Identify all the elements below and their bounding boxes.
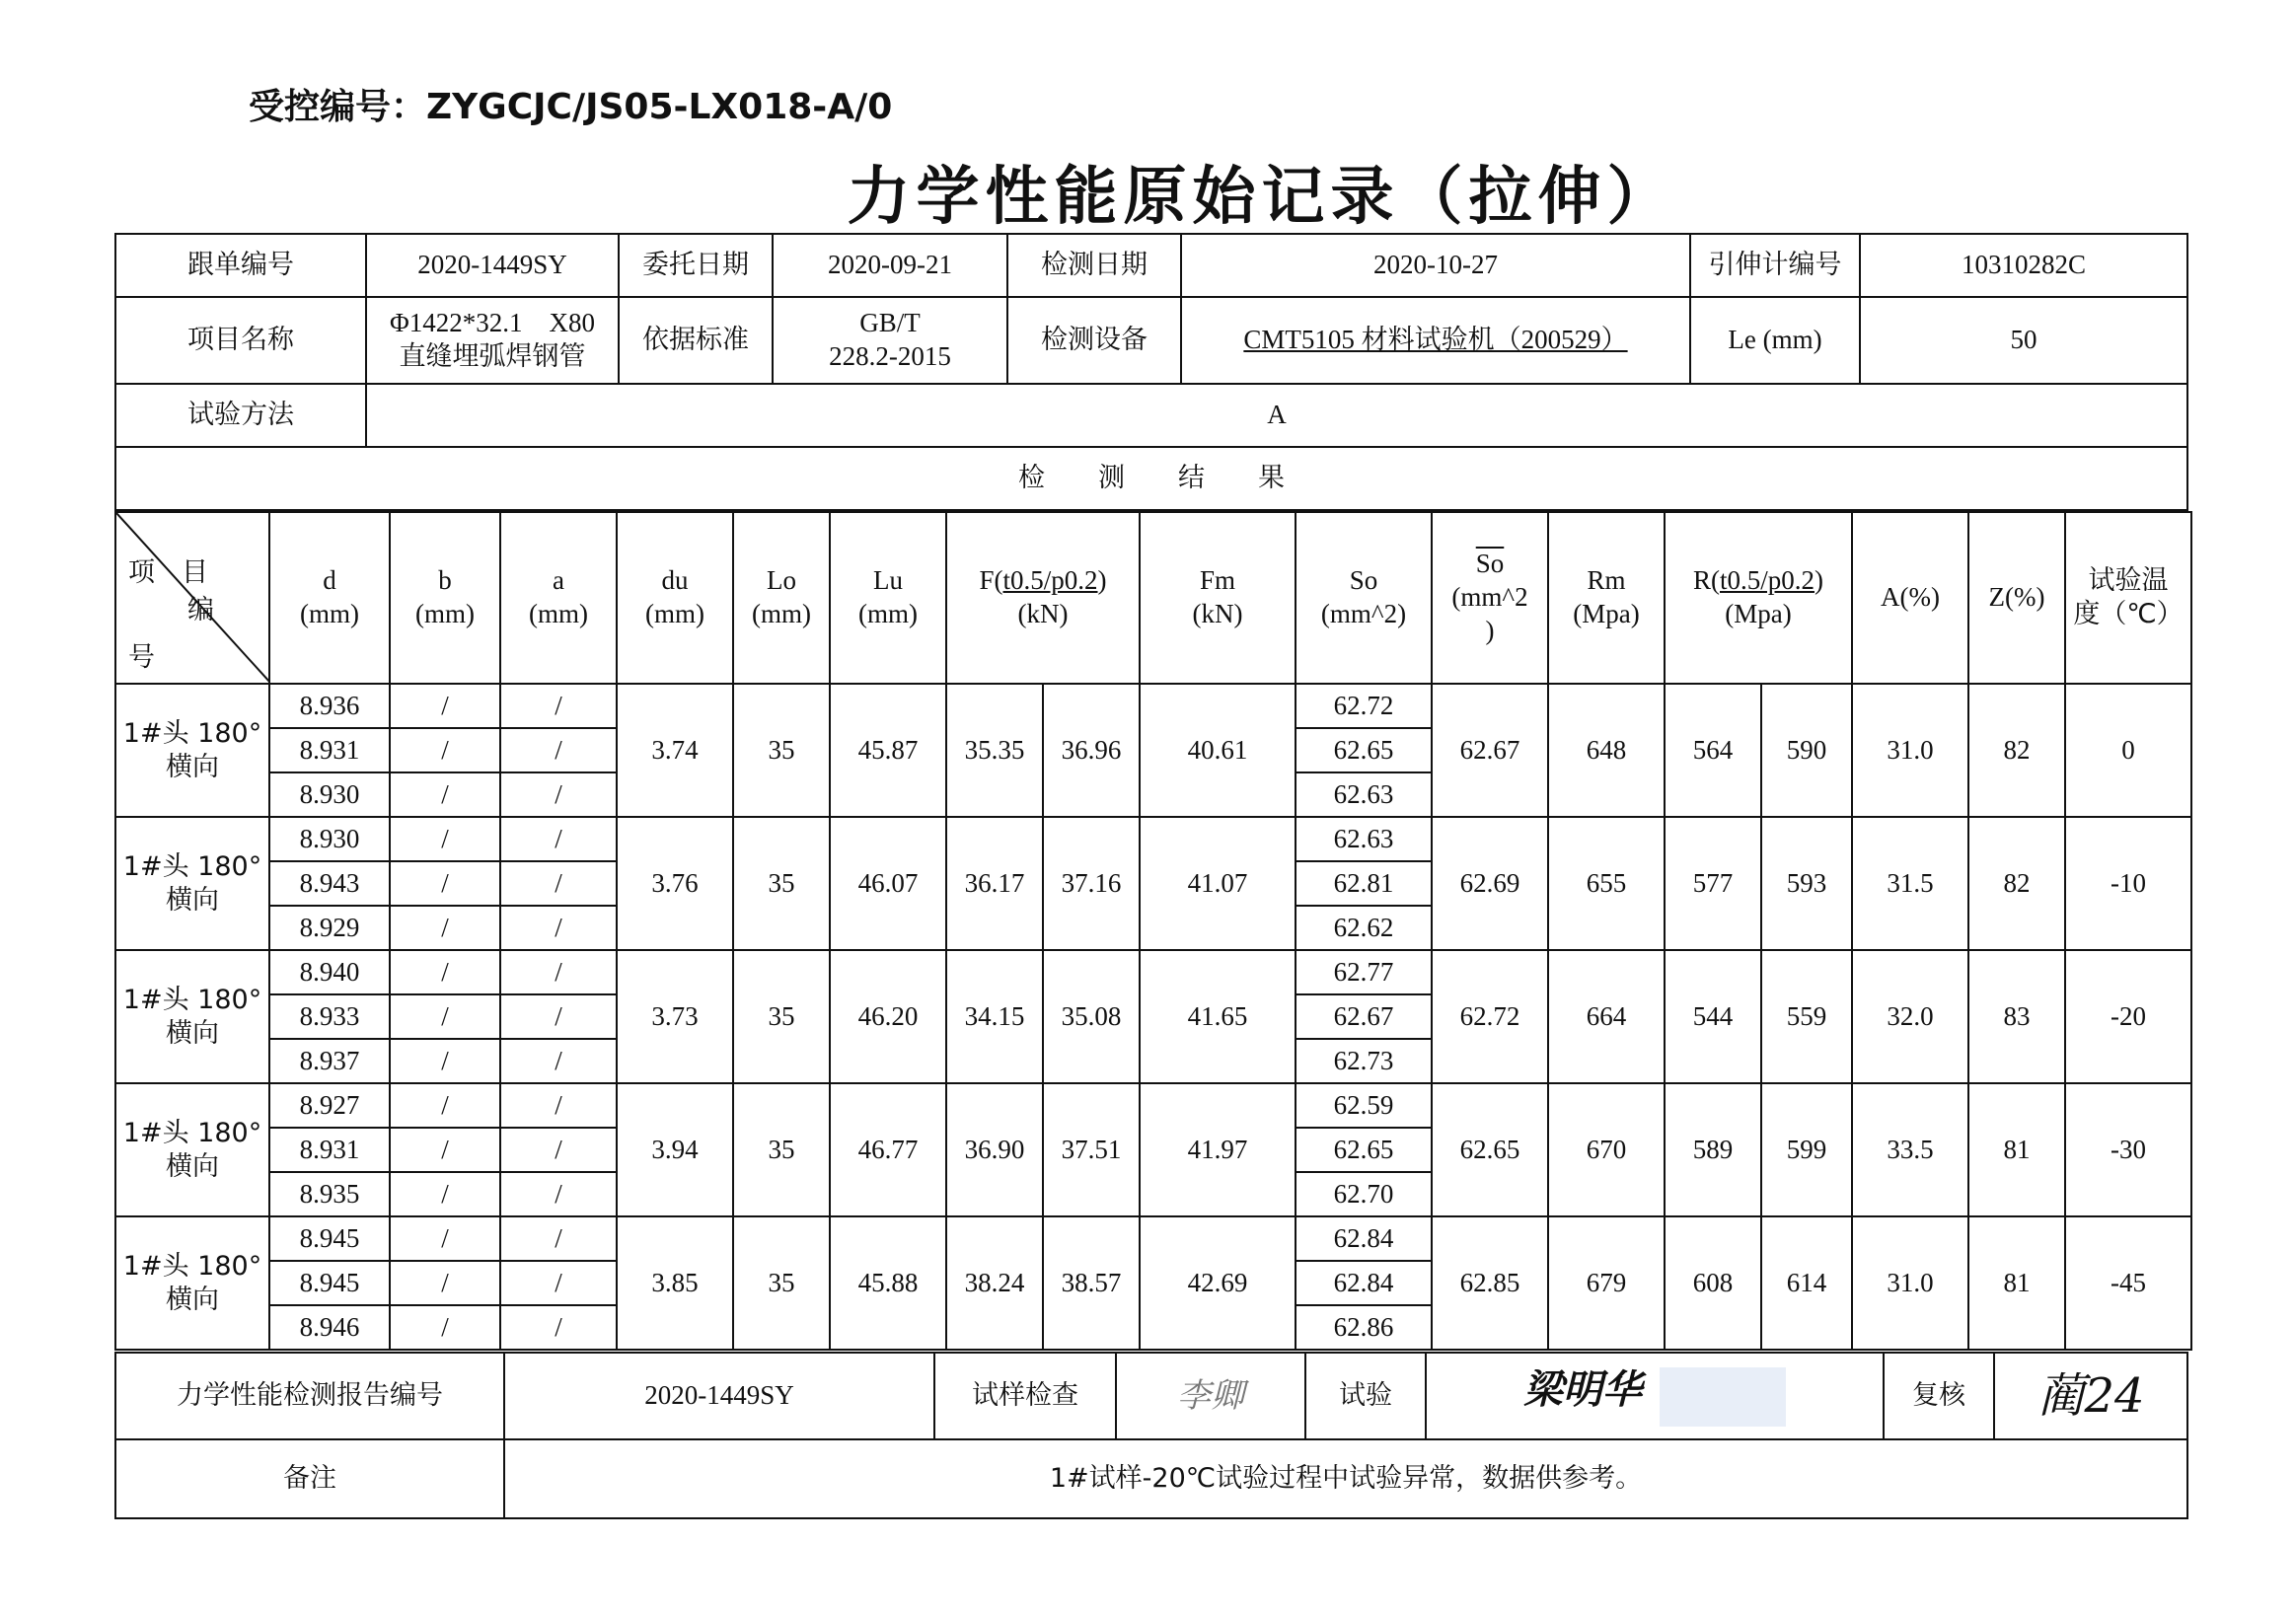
so-value: 62.84 — [1296, 1261, 1432, 1305]
test-date-value: 2020-10-27 — [1181, 234, 1690, 297]
so-value: 62.63 — [1296, 817, 1432, 861]
so-value: 62.63 — [1296, 772, 1432, 817]
le-value: 50 — [1860, 297, 2187, 384]
a-value: / — [500, 1305, 617, 1350]
lo-value: 35 — [733, 684, 830, 817]
so-value: 62.81 — [1296, 861, 1432, 906]
temp-value: -20 — [2065, 950, 2191, 1083]
review-label: 复核 — [1884, 1353, 1994, 1439]
d-value: 8.931 — [269, 728, 390, 772]
table-row — [115, 950, 2191, 994]
standard-value — [773, 297, 1007, 384]
sample-label — [115, 1216, 269, 1350]
so-value: 62.65 — [1296, 728, 1432, 772]
f-p-value: 36.96 — [1043, 684, 1140, 817]
col-rm: Rm (Mpa) — [1548, 512, 1665, 684]
results-header-row — [115, 512, 2191, 684]
table-row — [115, 817, 2191, 861]
report-no-label: 力学性能检测报告编号 — [115, 1353, 504, 1439]
f-t-value: 38.24 — [946, 1216, 1043, 1350]
col-a-pct: A(%) — [1852, 512, 1968, 684]
col-lu: Lu (mm) — [830, 512, 946, 684]
r-p-value: 590 — [1761, 684, 1852, 817]
r-t-value: 577 — [1665, 817, 1761, 950]
temp-value: -45 — [2065, 1216, 2191, 1350]
b-value: / — [390, 772, 500, 817]
d-value: 8.930 — [269, 772, 390, 817]
lu-value: 45.88 — [830, 1216, 946, 1350]
f-p-value: 38.57 — [1043, 1216, 1140, 1350]
d-value: 8.945 — [269, 1216, 390, 1261]
d-value: 8.940 — [269, 950, 390, 994]
d-value: 8.935 — [269, 1172, 390, 1216]
rm-value: 655 — [1548, 817, 1665, 950]
so-value: 62.67 — [1296, 994, 1432, 1039]
a-value: / — [500, 772, 617, 817]
page-title: 力学性能原始记录（拉伸） — [847, 161, 1676, 234]
sample-label-line-2: 横向 — [166, 884, 219, 916]
col-z-pct: Z(%) — [1968, 512, 2065, 684]
sample-label — [115, 950, 269, 1083]
a-value: / — [500, 1216, 617, 1261]
col-du: du (mm) — [617, 512, 733, 684]
remarks-value: 1#试样-20℃试验过程中试验异常，数据供参考。 — [504, 1439, 2187, 1518]
standard-label: 依据标准 — [619, 297, 773, 384]
col-lo: Lo (mm) — [733, 512, 830, 684]
du-value: 3.74 — [617, 684, 733, 817]
b-value: / — [390, 1216, 500, 1261]
standard-line-1: GB/T — [859, 308, 921, 338]
inspection-label: 试样检查 — [934, 1353, 1116, 1439]
report-no-value: 2020-1449SY — [504, 1353, 934, 1439]
fm-value: 42.69 — [1140, 1216, 1296, 1350]
du-value: 3.76 — [617, 817, 733, 950]
col-temp: 试验温 度（℃） — [2065, 512, 2191, 684]
d-value: 8.937 — [269, 1039, 390, 1083]
lo-value: 35 — [733, 817, 830, 950]
a-value: / — [500, 1172, 617, 1216]
lu-value: 45.87 — [830, 684, 946, 817]
sample-label-line-1: 1#头 180° — [122, 984, 262, 1015]
header-table — [114, 233, 2188, 511]
d-value: 8.943 — [269, 861, 390, 906]
remarks-label: 备注 — [115, 1439, 504, 1518]
project-label: 项目名称 — [115, 297, 366, 384]
so-value: 62.59 — [1296, 1083, 1432, 1128]
le-label: Le (mm) — [1690, 297, 1860, 384]
rm-value: 670 — [1548, 1083, 1665, 1216]
d-value: 8.945 — [269, 1261, 390, 1305]
so-avg-value: 62.85 — [1432, 1216, 1548, 1350]
extensometer-value: 10310282C — [1860, 234, 2187, 297]
so-value: 62.70 — [1296, 1172, 1432, 1216]
r-t-value: 564 — [1665, 684, 1761, 817]
r-p-value: 599 — [1761, 1083, 1852, 1216]
du-value: 3.85 — [617, 1216, 733, 1350]
sample-label-line-2: 横向 — [166, 1150, 219, 1182]
order-no-label: 跟单编号 — [115, 234, 366, 297]
f-t-value: 36.17 — [946, 817, 1043, 950]
r-t-value: 589 — [1665, 1083, 1761, 1216]
lu-value: 46.77 — [830, 1083, 946, 1216]
commission-date-value: 2020-09-21 — [773, 234, 1007, 297]
test-signature: 梁明华 — [1523, 1366, 1642, 1414]
order-no-value: 2020-1449SY — [366, 234, 619, 297]
a-value: / — [500, 1083, 617, 1128]
sample-label — [115, 817, 269, 950]
a-pct-value: 33.5 — [1852, 1083, 1968, 1216]
b-value: / — [390, 817, 500, 861]
test-date-label: 检测日期 — [1007, 234, 1181, 297]
corner-item-label: 项 目 — [128, 557, 208, 588]
b-value: / — [390, 1172, 500, 1216]
so-avg-value: 62.72 — [1432, 950, 1548, 1083]
so-value: 62.84 — [1296, 1216, 1432, 1261]
b-value: / — [390, 1261, 500, 1305]
rm-value: 679 — [1548, 1216, 1665, 1350]
so-avg-value: 62.65 — [1432, 1083, 1548, 1216]
footer-table — [114, 1352, 2188, 1519]
a-pct-value: 31.5 — [1852, 817, 1968, 950]
so-value: 62.77 — [1296, 950, 1432, 994]
project-value — [366, 297, 619, 384]
so-value: 62.73 — [1296, 1039, 1432, 1083]
du-value: 3.94 — [617, 1083, 733, 1216]
rm-value: 648 — [1548, 684, 1665, 817]
sample-label — [115, 1083, 269, 1216]
z-pct-value: 81 — [1968, 1083, 2065, 1216]
d-value: 8.931 — [269, 1128, 390, 1172]
b-value: / — [390, 950, 500, 994]
d-value: 8.930 — [269, 817, 390, 861]
f-p-value: 37.51 — [1043, 1083, 1140, 1216]
corner-cell — [115, 512, 269, 684]
so-value: 62.65 — [1296, 1128, 1432, 1172]
r-p-value: 614 — [1761, 1216, 1852, 1350]
results-heading: 检 测 结 果 — [115, 447, 2187, 510]
col-fm: Fm (kN) — [1140, 512, 1296, 684]
sample-label-line-1: 1#头 180° — [122, 850, 262, 882]
z-pct-value: 82 — [1968, 684, 2065, 817]
d-value: 8.927 — [269, 1083, 390, 1128]
equipment-value: CMT5105 材料试验机（200529） — [1181, 297, 1690, 384]
so-value: 62.86 — [1296, 1305, 1432, 1350]
r-t-value: 608 — [1665, 1216, 1761, 1350]
a-pct-value: 31.0 — [1852, 684, 1968, 817]
results-table — [114, 511, 2192, 1351]
a-value: / — [500, 1128, 617, 1172]
lo-value: 35 — [733, 1216, 830, 1350]
redaction-box — [1660, 1367, 1786, 1427]
a-value: / — [500, 950, 617, 994]
standard-line-2: 228.2-2015 — [829, 341, 951, 371]
col-b: b (mm) — [390, 512, 500, 684]
col-f: F(t0.5/p0.2) (kN) — [946, 512, 1140, 684]
fm-value: 41.07 — [1140, 817, 1296, 950]
temp-value: -10 — [2065, 817, 2191, 950]
d-value: 8.933 — [269, 994, 390, 1039]
col-d: d (mm) — [269, 512, 390, 684]
sample-label-line-2: 横向 — [166, 1284, 219, 1315]
a-value: / — [500, 817, 617, 861]
lu-value: 46.20 — [830, 950, 946, 1083]
project-line-2: 直缝埋弧焊钢管 — [399, 341, 586, 372]
sample-label — [115, 684, 269, 817]
so-value: 62.72 — [1296, 684, 1432, 728]
a-value: / — [500, 994, 617, 1039]
test-signature-cell — [1426, 1353, 1884, 1439]
a-value: / — [500, 1039, 617, 1083]
d-value: 8.946 — [269, 1305, 390, 1350]
f-p-value: 35.08 — [1043, 950, 1140, 1083]
du-value: 3.73 — [617, 950, 733, 1083]
r-t-value: 544 — [1665, 950, 1761, 1083]
sample-label-line-2: 横向 — [166, 1017, 219, 1049]
z-pct-value: 83 — [1968, 950, 2065, 1083]
b-value: / — [390, 1083, 500, 1128]
b-value: / — [390, 906, 500, 950]
d-value: 8.929 — [269, 906, 390, 950]
a-pct-value: 31.0 — [1852, 1216, 1968, 1350]
b-value: / — [390, 728, 500, 772]
rm-value: 664 — [1548, 950, 1665, 1083]
so-avg-value: 62.67 — [1432, 684, 1548, 817]
so-value: 62.62 — [1296, 906, 1432, 950]
temp-value: 0 — [2065, 684, 2191, 817]
corner-no-label-1: 编 — [187, 595, 214, 625]
b-value: / — [390, 684, 500, 728]
sample-label-line-1: 1#头 180° — [122, 717, 262, 749]
sample-label-line-1: 1#头 180° — [122, 1250, 262, 1282]
a-value: / — [500, 1261, 617, 1305]
table-row — [115, 1216, 2191, 1261]
method-value: A — [366, 384, 2187, 447]
so-avg-value: 62.69 — [1432, 817, 1548, 950]
table-row — [115, 684, 2191, 728]
col-so: So (mm^2) — [1296, 512, 1432, 684]
fm-value: 41.97 — [1140, 1083, 1296, 1216]
fm-value: 40.61 — [1140, 684, 1296, 817]
corner-no-label-2: 号 — [128, 642, 155, 673]
lo-value: 35 — [733, 950, 830, 1083]
b-value: / — [390, 1128, 500, 1172]
sample-label-line-2: 横向 — [166, 751, 219, 782]
f-p-value: 37.16 — [1043, 817, 1140, 950]
f-t-value: 34.15 — [946, 950, 1043, 1083]
sample-label-line-1: 1#头 180° — [122, 1117, 262, 1148]
test-label: 试验 — [1305, 1353, 1426, 1439]
lu-value: 46.07 — [830, 817, 946, 950]
equipment-label: 检测设备 — [1007, 297, 1181, 384]
table-row — [115, 1083, 2191, 1128]
z-pct-value: 82 — [1968, 817, 2065, 950]
a-value: / — [500, 684, 617, 728]
r-p-value: 593 — [1761, 817, 1852, 950]
a-pct-value: 32.0 — [1852, 950, 1968, 1083]
control-number: 受控编号：ZYGCJC/JS05-LX018-A/0 — [249, 87, 893, 127]
lo-value: 35 — [733, 1083, 830, 1216]
project-line-1: Φ1422*32.1 X80 — [390, 308, 595, 338]
a-value: / — [500, 906, 617, 950]
b-value: / — [390, 1039, 500, 1083]
commission-date-label: 委托日期 — [619, 234, 773, 297]
fm-value: 41.65 — [1140, 950, 1296, 1083]
b-value: / — [390, 994, 500, 1039]
a-value: / — [500, 728, 617, 772]
col-r: R(t0.5/p0.2) (Mpa) — [1665, 512, 1852, 684]
f-t-value: 36.90 — [946, 1083, 1043, 1216]
r-p-value: 559 — [1761, 950, 1852, 1083]
b-value: / — [390, 1305, 500, 1350]
temp-value: -30 — [2065, 1083, 2191, 1216]
f-t-value: 35.35 — [946, 684, 1043, 817]
inspection-signature: 李卿 — [1116, 1353, 1305, 1439]
review-signature: 蔺24 — [1994, 1353, 2187, 1439]
d-value: 8.936 — [269, 684, 390, 728]
col-a: a (mm) — [500, 512, 617, 684]
a-value: / — [500, 861, 617, 906]
method-label: 试验方法 — [115, 384, 366, 447]
z-pct-value: 81 — [1968, 1216, 2065, 1350]
col-so-avg: $\overline{So}$ (mm^2 ) — [1432, 512, 1548, 684]
extensometer-label: 引伸计编号 — [1690, 234, 1860, 297]
b-value: / — [390, 861, 500, 906]
